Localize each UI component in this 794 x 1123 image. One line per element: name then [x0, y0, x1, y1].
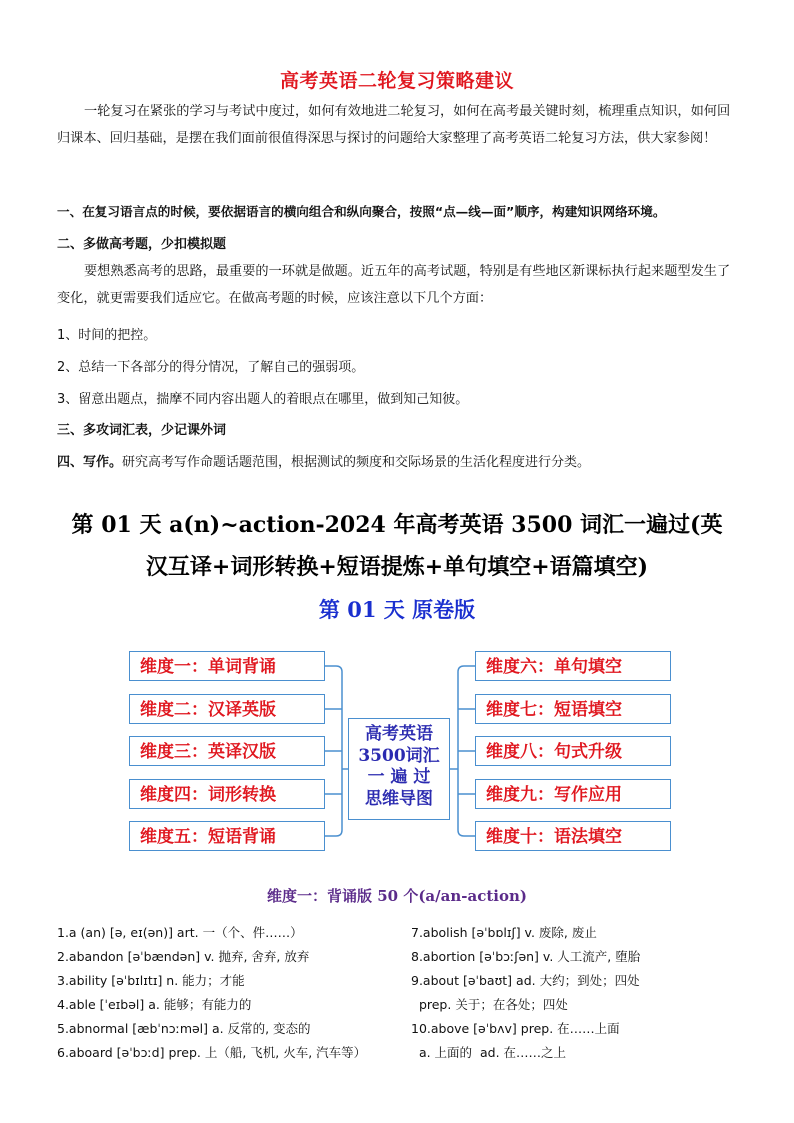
section-heading-4-text: 研究高考写作命题话题范围，根据测试的频度和交际场景的生活化程度进行分类。: [122, 455, 591, 470]
vocab-entry: 7.abolish [əˈbɒlɪʃ] v. 废除, 废止: [411, 925, 597, 940]
vocab-entry: 9.about [əˈbaʊt] ad. 大约；到处；四处: [411, 973, 640, 988]
mindmap-node-7: 维度七：短语填空: [475, 694, 671, 724]
mindmap-node-9: 维度九：写作应用: [475, 779, 671, 809]
mindmap-node-3: 维度三：英译汉版: [129, 736, 325, 766]
section-heading-4-label: 四、写作。: [57, 455, 123, 470]
mindmap-node-8: 维度八：句式升级: [475, 736, 671, 766]
vocab-entry: 1.a (an) [ə, eɪ(ən)] art. 一（个、件……）: [57, 925, 303, 940]
mindmap-node-4: 维度四：词形转换: [129, 779, 325, 809]
mindmap-center-line: 思维导图: [365, 788, 433, 809]
vocab-entry: 6.aboard [əˈbɔːd] prep. 上（船, 飞机, 火车, 汽车等）: [57, 1045, 367, 1060]
intro-paragraph: 一轮复习在紧张的学习与考试中度过，如何有效地进二轮复习，如何在高考最关键时刻，梳理重点知识，如何回归课本、回归基础，是摆在我们面前很值得深思与探讨的问题给大家整理了高考英语二轮复习方法，供大家参阅！: [57, 104, 731, 146]
section-heading-3: 三、多攻词汇表，少记课外词: [57, 423, 227, 438]
vocab-entry: a. 上面的 ad. 在……之上: [411, 1045, 567, 1060]
mindmap-center: [348, 718, 450, 820]
vocab-entry: 4.able [ˈeɪbəl] a. 能够；有能力的: [57, 997, 252, 1012]
vocab-entry: 2.abandon [əˈbændən] v. 抛弃, 舍弃, 放弃: [57, 949, 310, 964]
mindmap-node-10: 维度十：语法填空: [475, 821, 671, 851]
vocab-entry: 10.above [əˈbʌv] prep. 在……上面: [411, 1021, 620, 1036]
list-item: 2、总结一下各部分的得分情况，了解自己的强弱项。: [57, 360, 365, 375]
edition-title: 第 01 天 原卷版: [318, 597, 476, 622]
mindmap-center-line: 一 遍 过: [367, 767, 431, 787]
list-item: 1、时间的把控。: [57, 328, 157, 343]
vocab-section-title: 维度一：背诵版 50 个(a/an-action): [267, 887, 527, 905]
vocab-entry: 5.abnormal [æbˈnɔːməl] a. 反常的, 变态的: [57, 1021, 311, 1036]
section-heading-2: 二、多做高考题，少扣模拟题: [57, 237, 227, 252]
intro-title: 高考英语二轮复习策略建议: [279, 70, 514, 92]
mindmap-center-line: 3500词汇: [358, 745, 440, 766]
mindmap-center-line: 高考英语: [365, 724, 433, 744]
main-title-line-1: 第 01 天 a(n)~action-2024 年高考英语 3500 词汇一遍过(英: [71, 512, 723, 538]
list-item: 3、留意出题点，揣摩不同内容出题人的着眼点在哪里，做到知己知彼。: [57, 392, 469, 407]
mindmap-node-5: 维度五：短语背诵: [129, 821, 325, 851]
vocab-entry: 3.ability [əˈbɪlɪtɪ] n. 能力；才能: [57, 973, 245, 988]
main-title-line-2: 汉互译+词形转换+短语提炼+单句填空+语篇填空): [145, 554, 649, 580]
mindmap-node-2: 维度二：汉译英版: [129, 694, 325, 724]
section-heading-1: 一、在复习语言点的时候，要依据语言的横向组合和纵向聚合，按照“点—线—面”顺序，构建知识网络环境。: [57, 204, 666, 219]
mindmap-node-6: 维度六：单句填空: [475, 651, 671, 681]
section-paragraph-2: 要想熟悉高考的思路，最重要的一环就是做题。近五年的高考试题，特别是有些地区新课标执行起来题型发生了变化，就更需要我们适应它。在做高考题的时候，应该注意以下几个方面：: [57, 264, 731, 306]
mindmap-node-1: 维度一：单词背诵: [129, 651, 325, 681]
vocab-entry: prep. 关于；在各处；四处: [411, 997, 568, 1012]
vocab-entry: 8.abortion [əˈbɔːʃən] v. 人工流产, 堕胎: [411, 949, 641, 964]
